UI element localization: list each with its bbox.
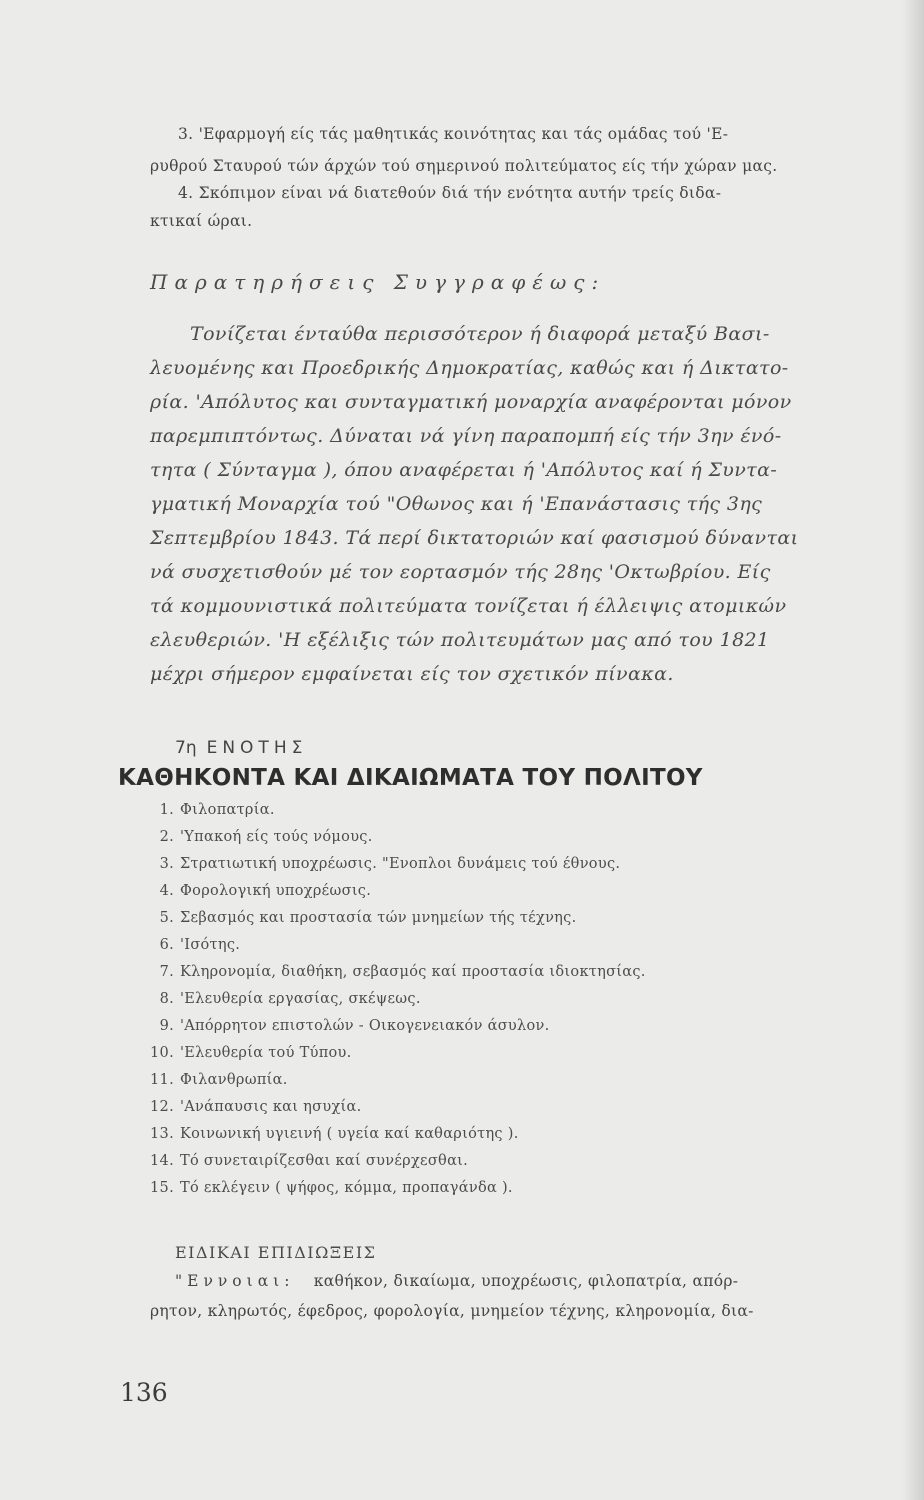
list-item-number: 7. [159, 964, 174, 980]
list-item-number: 9. [159, 1018, 174, 1034]
list-item-number: 13. [150, 1126, 174, 1142]
notes-line-9: τά κομμουνιστικά πολιτεύματα τονίζεται ή έλλειψις ατομικών [150, 595, 787, 617]
list-item-text: Τό συνεταιρίζεσθαι καί συνέρχεσθαι. [180, 1153, 469, 1169]
notes-line-11: μέχρι σήμερον εμφαίνεται είς τον σχετικόν πίνακα. [150, 663, 674, 685]
list-item-number: 15. [150, 1180, 174, 1196]
concepts-text-1: καθήκον, δικαίωμα, υποχρέωσις, φιλοπατρία, απόρ- [313, 1272, 739, 1290]
author-notes-heading: Παρατηρήσεις Συγγραφέως: [150, 270, 606, 294]
list-item-text: Σεβασμός και προστασία τών μνημείων τής τέχνης. [180, 910, 577, 926]
objectives-heading: ΕΙΔΙΚΑΙ ΕΠΙΔΙΩΞΕΙΣ [175, 1243, 377, 1262]
list-item [150, 937, 240, 953]
list-item [150, 991, 421, 1007]
list-item-text: 'Ανάπαυσις και ησυχία. [180, 1099, 362, 1115]
list-item-number: 10. [150, 1045, 174, 1061]
notes-line-6: γματική Μοναρχία τού "Οθωνος και ή 'Επανάστασις τής 3ης [150, 493, 763, 515]
list-item [150, 910, 577, 926]
list-item [150, 964, 646, 980]
list-item-text: 'Απόρρητον επιστολών - Οικογενειακόν άσυλον. [180, 1018, 550, 1034]
list-item [150, 1045, 352, 1061]
unit-title: ΚΑΘΗΚΟΝΤΑ ΚΑΙ ΔΙΚΑΙΩΜΑΤΑ ΤΟΥ ΠΟΛΙΤΟΥ [118, 765, 703, 791]
list-item-text: Κοινωνική υγιεινή ( υγεία καί καθαριότης ). [180, 1126, 519, 1142]
notes-line-10: ελευθεριών. 'Η εξέλιξις τών πολιτευμάτων μας από του 1821 [150, 629, 770, 651]
list-item [150, 1072, 288, 1088]
list-item-number: 3. [159, 856, 174, 872]
list-item [150, 829, 373, 845]
item-4-line-1: 4. Σκόπιμον είναι νά διατεθούν διά τήν ενότητα αυτήν τρείς διδα- [178, 184, 722, 202]
page-edge-shadow [902, 0, 924, 1500]
list-item-number: 1. [159, 802, 174, 818]
concepts-line-2: ρητον, κληρωτός, έφεδρος, φορολογία, μνημείον τέχνης, κληρονομία, δια- [150, 1302, 754, 1320]
list-item-number: 11. [150, 1072, 174, 1088]
list-item [150, 1018, 550, 1034]
page-number: 136 [120, 1378, 168, 1407]
unit-number: 7η [175, 738, 197, 758]
list-item-number: 2. [159, 829, 174, 845]
notes-line-5: τητα ( Σύνταγμα ), όπου αναφέρεται ή 'Απόλυτος καί ή Συντα- [150, 459, 778, 481]
list-item [150, 802, 275, 818]
list-item-text: Τό εκλέγειν ( ψήφος, κόμμα, προπαγάνδα ). [180, 1180, 513, 1196]
list-item-text: 'Ισότης. [180, 937, 241, 953]
concepts-line-1 [175, 1272, 738, 1290]
notes-line-4: παρεμπιπτόντως. Δύναται νά γίνη παραπομπή είς τήν 3ην ένό- [150, 425, 782, 447]
list-item-number: 6. [159, 937, 174, 953]
item-3-line-2: ρυθρού Σταυρού τών άρχών τού σημερινού πολιτεύματος είς τήν χώραν μας. [150, 157, 778, 175]
list-item [150, 1099, 362, 1115]
notes-line-7: Σεπτεμβρίου 1843. Τά περί δικτατοριών καί φασισμού δύνανται [150, 527, 799, 549]
item-3-line-1: 3. 'Εφαρμογή είς τάς μαθητικάς κοινότητας και τάς ομάδας τού 'Ε- [178, 125, 729, 143]
list-item [150, 883, 371, 899]
list-item-text: Φορολογική υποχρέωσις. [180, 883, 372, 899]
list-item-number: 12. [150, 1099, 174, 1115]
item-4-line-2: κτικαί ώραι. [150, 212, 253, 230]
list-item-number: 5. [159, 910, 174, 926]
list-item-text: Φιλανθρωπία. [180, 1072, 288, 1088]
list-item [150, 1153, 468, 1169]
unit-label [175, 738, 307, 758]
list-item-text: Κληρονομία, διαθήκη, σεβασμός καί προστασία ιδιοκτησίας. [180, 964, 646, 980]
notes-line-8: νά συσχετισθούν μέ τον εορτασμόν τής 28ης 'Οκτωβρίου. Είς [150, 561, 771, 583]
unit-word: ΕΝΟΤΗΣ [206, 738, 308, 758]
list-item [150, 1180, 513, 1196]
list-item [150, 856, 620, 872]
list-item [150, 1126, 519, 1142]
notes-line-2: λευομένης και Προεδρικής Δημοκρατίας, καθώς και ή Δικτατο- [150, 357, 789, 379]
list-item-text: 'Υπακοή είς τούς νόμους. [180, 829, 373, 845]
list-item-number: 8. [159, 991, 174, 1007]
concepts-label: "Εννοιαι: [175, 1272, 295, 1290]
notes-line-1: Τονίζεται ένταύθα περισσότερον ή διαφορά μεταξύ Βασι- [190, 323, 770, 345]
list-item-text: Στρατιωτική υποχρέωσις. "Ενοπλοι δυνάμεις τού έθνους. [180, 856, 621, 872]
list-item-text: 'Ελευθερία εργασίας, σκέψεως. [180, 991, 421, 1007]
list-item-number: 14. [150, 1153, 174, 1169]
list-item-text: Φιλοπατρία. [180, 802, 275, 818]
list-item-number: 4. [159, 883, 174, 899]
notes-line-3: ρία. 'Απόλυτος και συνταγματική μοναρχία αναφέρονται μόνον [150, 391, 792, 413]
list-item-text: 'Ελευθερία τού Τύπου. [180, 1045, 352, 1061]
